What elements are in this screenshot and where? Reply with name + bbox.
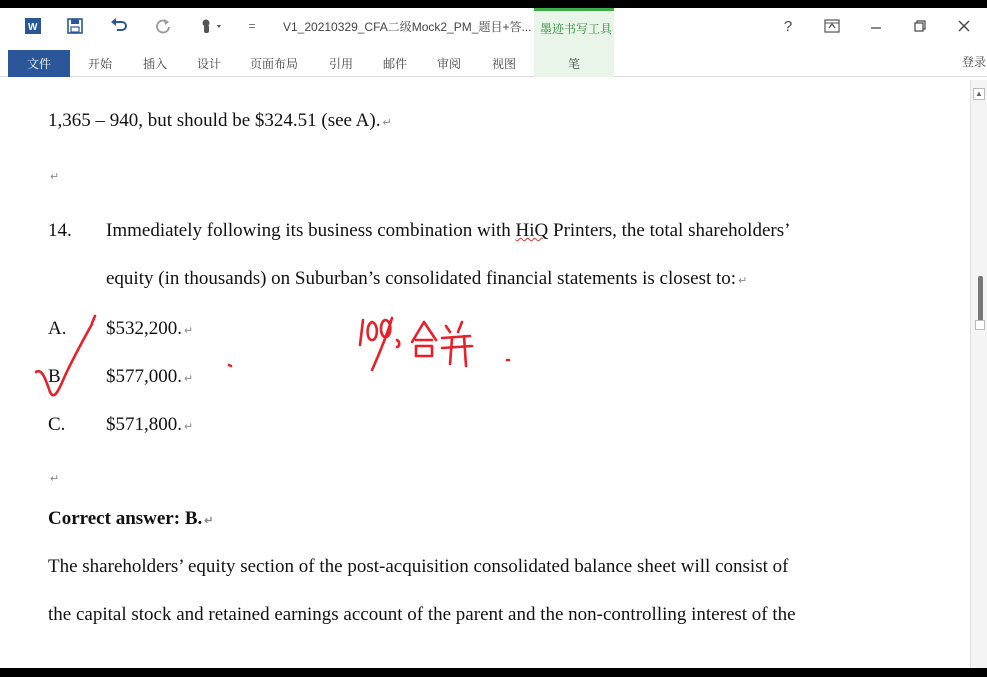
redo-icon[interactable] bbox=[152, 14, 174, 38]
spellcheck-word[interactable]: HiQ bbox=[515, 220, 549, 241]
help-button[interactable]: ? bbox=[783, 17, 793, 35]
explanation-line-2: the capital stock and retained earnings account of the parent and the non-controlling interest of the bbox=[48, 604, 796, 625]
tab-design[interactable]: 设计 bbox=[197, 57, 222, 71]
vertical-scrollbar[interactable] bbox=[970, 80, 987, 677]
undo-icon[interactable] bbox=[108, 14, 130, 38]
customize-qat-button[interactable]: = bbox=[248, 19, 256, 33]
ribbon-tabs bbox=[0, 50, 987, 77]
save-icon[interactable] bbox=[64, 14, 86, 38]
sign-in-link[interactable]: 登录 bbox=[962, 55, 987, 69]
option-b-text: $577,000. ↵ bbox=[106, 366, 194, 387]
minimize-icon[interactable] bbox=[862, 14, 890, 38]
option-b-letter: B bbox=[48, 366, 61, 387]
scroll-position-marker[interactable] bbox=[975, 320, 985, 330]
restore-icon[interactable] bbox=[906, 14, 934, 38]
tab-page-layout[interactable]: 页面布局 bbox=[250, 57, 299, 71]
paragraph-mark: ↵ bbox=[50, 473, 60, 485]
word-icon[interactable] bbox=[22, 14, 44, 38]
close-icon[interactable] bbox=[950, 14, 978, 38]
ink-tools-label: 墨迹书写工具 bbox=[540, 22, 613, 36]
tab-insert[interactable]: 插入 bbox=[143, 57, 168, 71]
tab-review[interactable]: 审阅 bbox=[437, 57, 462, 71]
question-line-2: equity (in thousands) on Suburban’s consolidated financial statements is closest to: ↵ bbox=[106, 268, 748, 289]
tab-file[interactable]: 文件 bbox=[8, 50, 70, 77]
scroll-thumb[interactable] bbox=[978, 276, 983, 322]
tab-references[interactable]: 引用 bbox=[329, 57, 354, 71]
tab-view[interactable]: 视图 bbox=[492, 57, 517, 71]
scroll-up-icon[interactable]: ▲ bbox=[973, 88, 985, 100]
ribbon-display-options-icon[interactable] bbox=[818, 14, 846, 38]
document-title: V1_20210329_CFA二级Mock2_PM_题目+答... bbox=[283, 20, 532, 34]
tab-mailings[interactable]: 邮件 bbox=[383, 57, 408, 71]
screen-top-edge bbox=[0, 0, 987, 8]
tab-pen[interactable]: 笔 bbox=[534, 50, 614, 77]
previous-answer-line: 1,365 – 940, but should be $324.51 (see A). ↵ bbox=[48, 110, 392, 131]
question-line-1: Immediately following its business combination with HiQ Printers, the total shareholders’ bbox=[106, 220, 791, 241]
explanation-line-1: The shareholders’ equity section of the post-acquisition consolidated balance sheet will consist of bbox=[48, 556, 789, 577]
svg-text:W: W bbox=[28, 22, 38, 33]
correct-answer-heading: Correct answer: B. ↵ bbox=[48, 508, 214, 529]
question-number: 14. bbox=[48, 220, 72, 241]
option-c-letter: C. bbox=[48, 414, 66, 435]
paragraph-mark: ↵ bbox=[50, 171, 60, 183]
document-page[interactable] bbox=[0, 78, 970, 668]
option-c-text: $571,800. ↵ bbox=[106, 414, 194, 435]
screen-bottom-edge bbox=[0, 668, 987, 677]
title-bar bbox=[0, 0, 987, 50]
touch-mode-icon[interactable] bbox=[196, 14, 226, 38]
tab-home[interactable]: 开始 bbox=[88, 57, 113, 71]
option-a-text: $532,200. ↵ bbox=[106, 318, 194, 339]
option-a-letter: A. bbox=[48, 318, 67, 339]
